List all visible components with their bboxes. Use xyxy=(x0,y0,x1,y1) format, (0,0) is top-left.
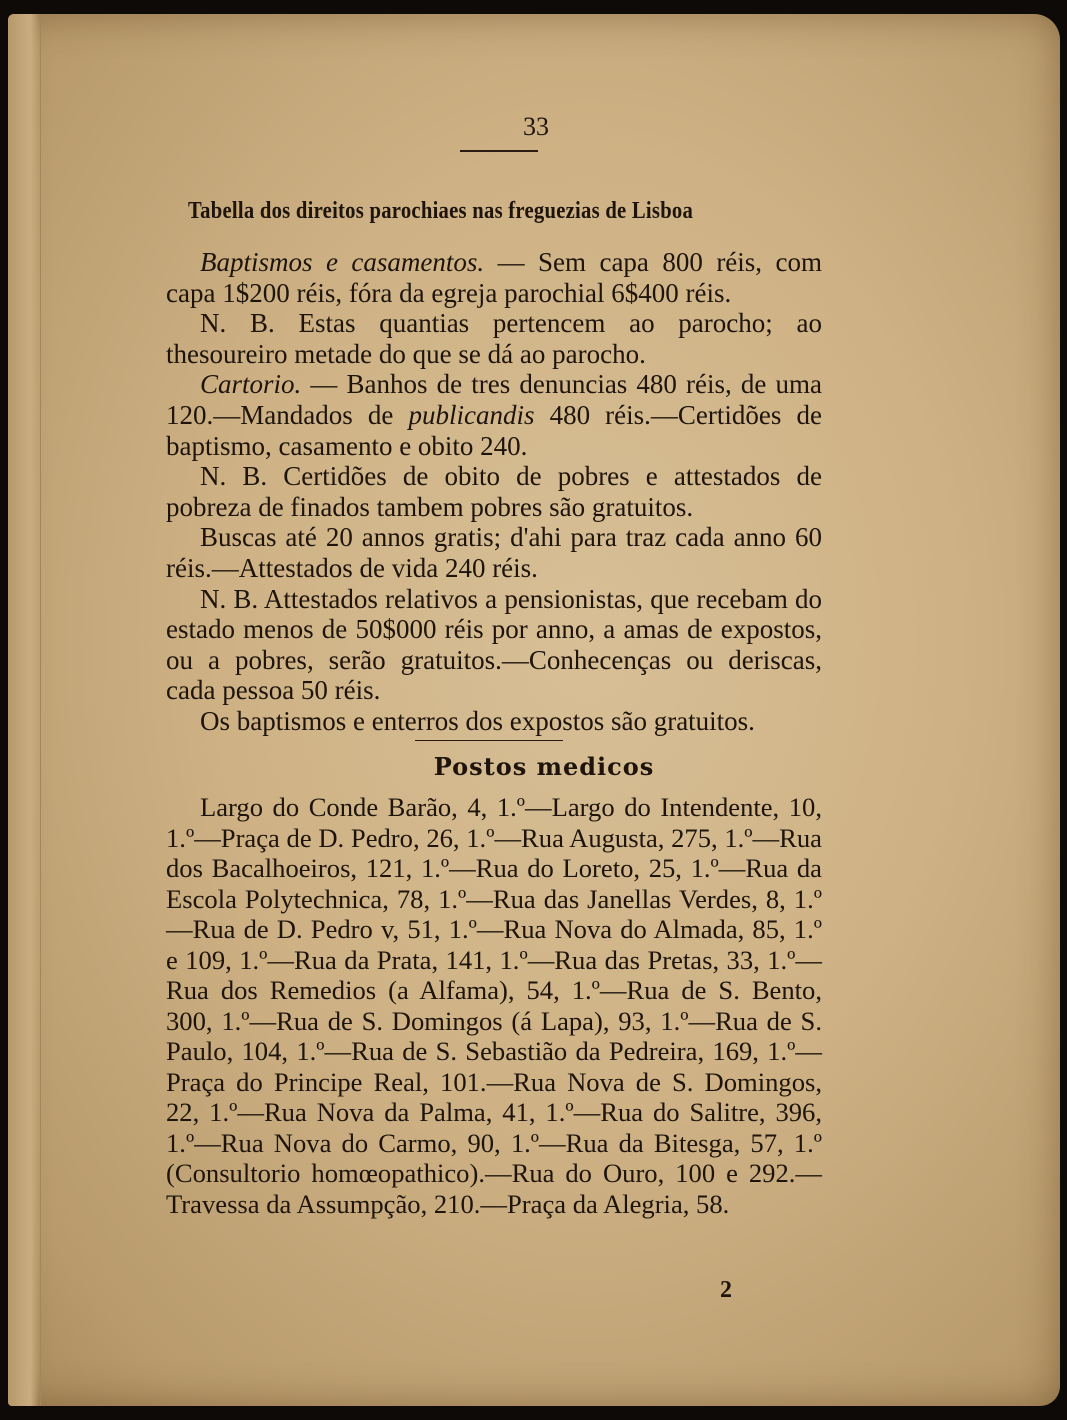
paragraph-italic-term: publicandis xyxy=(408,399,535,430)
paragraph-cartorio xyxy=(166,369,822,461)
paragraph-lead: Baptismos e casamentos. xyxy=(200,247,485,277)
paragraph-note-3 xyxy=(166,584,822,706)
medical-posts-section xyxy=(166,792,822,1219)
tariff-section xyxy=(166,247,822,737)
page-title: Tabella dos direitos parochiaes nas freguezias de Lisboa xyxy=(188,198,694,224)
paragraph-note-2 xyxy=(166,461,822,522)
paragraph-text: — Sem capa 800 réis, com capa 1$200 réis, fóra da egreja parochial 6$400 réis. xyxy=(166,247,822,308)
page-number: 33 xyxy=(523,112,549,141)
medical-posts-list: Largo do Conde Barão, 4, 1.º—Largo do Intendente, 10, 1.º—Praça de D. Pedro, 26, 1.º—Rua Augusta, 275, 1.º—Rua dos Bacalhoeiros, 121, 1.º—Rua do Loreto, 25, 1.º—Rua da Escola Polytechnica, 78, 1.º—Rua das Janellas Verdes, 8, 1.º—Rua de D. Pedro v, 51, 1.º—Rua Nova do Almada, 85, 1.º e 109, 1.º—Rua da Prata, 141, 1.º—Rua das Pretas, 33, 1.º—Rua dos Remedios (a Alfama), 54, 1.º—Rua de S. Bento, 300, 1.º—Rua de S. Domingos (á Lapa), 93, 1.º—Rua de S. Paulo, 104, 1.º—Rua de S. Sebastião da Pedreira, 169, 1.º—Praça do Principe Real, 101.—Rua Nova de S. Domingos, 22, 1.º—Rua Nova da Palma, 41, 1.º—Rua do Salitre, 396, 1.º—Rua Nova do Carmo, 90, 1.º—Rua da Bitesga, 57, 1.º (Consultorio homœopathico).—Rua do Ouro, 100 e 292.—Travessa da Assumpção, 210.—Praça da Alegria, 58. xyxy=(166,792,822,1219)
paragraph-text: N. B. Attestados relativos a pensionistas, que recebam do estado menos de 50$000 réis por anno, a amas de expostos, ou a pobres, serão gratuitos.—Conhecenças ou deriscas, cada pessoa 50 réis. xyxy=(166,583,822,706)
signature-mark: 2 xyxy=(720,1277,732,1303)
paragraph-text: — Banhos de tres denuncias 480 réis, de uma 120.—Mandados de xyxy=(166,369,822,430)
page-number-rule xyxy=(460,150,538,152)
paragraph-lead: Cartorio. xyxy=(200,369,302,400)
paragraph-expostos xyxy=(166,706,822,737)
section-divider xyxy=(415,740,563,741)
section-heading: Postos medicos xyxy=(433,752,655,781)
paragraph-text: N. B. Estas quantias pertencem ao parocho; ao thesoureiro metade do que se dá ao parocho. xyxy=(166,308,822,369)
paragraph-text: N. B. Certidões de obito de pobres e attestados de pobreza de finados tambem pobres são gratuitos. xyxy=(166,461,822,522)
paragraph-text: Os baptismos e enterros dos expostos são gratuitos. xyxy=(200,705,755,736)
page-binding-edge xyxy=(8,14,41,1406)
paragraph-baptisms xyxy=(166,247,822,308)
paragraph-note-1 xyxy=(166,308,822,369)
page-sheet xyxy=(8,14,1060,1406)
paragraph-text: Buscas até 20 annos gratis; d'ahi para traz cada anno 60 réis.—Attestados de vida 240 réis. xyxy=(166,522,822,583)
paragraph-text: 480 réis.—Certidões de baptismo, casamento e obito 240. xyxy=(166,399,822,461)
paragraph-buscas xyxy=(166,522,822,583)
